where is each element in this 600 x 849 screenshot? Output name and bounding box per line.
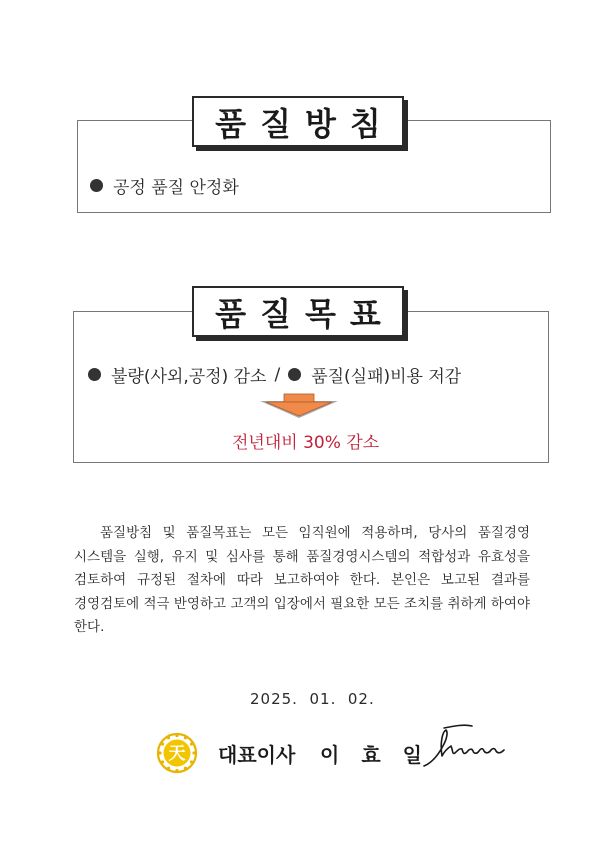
bullet-icon (288, 368, 301, 381)
goal-item-cost: 품질(실패)비용 저감 (311, 367, 462, 387)
handwritten-signature (420, 722, 516, 772)
signatory-role: 대표이사 (218, 743, 296, 767)
goals-title: 품질목표 (192, 286, 404, 337)
signatory-name: 이효일 (320, 743, 444, 767)
down-arrow-icon (258, 393, 340, 419)
issue-date: 2025. 01. 02. (250, 690, 375, 708)
policy-title: 품질방침 (192, 96, 404, 147)
policy-item (90, 173, 239, 198)
goals-items (88, 362, 461, 387)
seal-character: 天 (168, 744, 186, 764)
goal-separator: / (274, 364, 281, 385)
bullet-icon (88, 368, 101, 381)
bullet-icon (90, 179, 103, 192)
company-seal-icon (156, 732, 198, 774)
policy-item-text: 공정 품질 안정화 (113, 178, 239, 198)
policy-statement: 품질방침 및 품질목표는 모든 임직원에 적용하며, 당사의 품질경영 시스템을 실행, 유지 및 심사를 통해 품질경영시스템의 적합성과 유효성을 검토하여 규정된 절차에 따라 보고하여야 한다. 본인은 보고된 결과를 경영검토에 적극 반영하고 고객의 입장에서 필요한 모든 조치를 취하게 하여야 한다. (74, 525, 530, 635)
goal-target: 전년대비 30% 감소 (232, 433, 380, 453)
goal-item-defects: 불량(사외,공정) 감소 (111, 367, 267, 387)
